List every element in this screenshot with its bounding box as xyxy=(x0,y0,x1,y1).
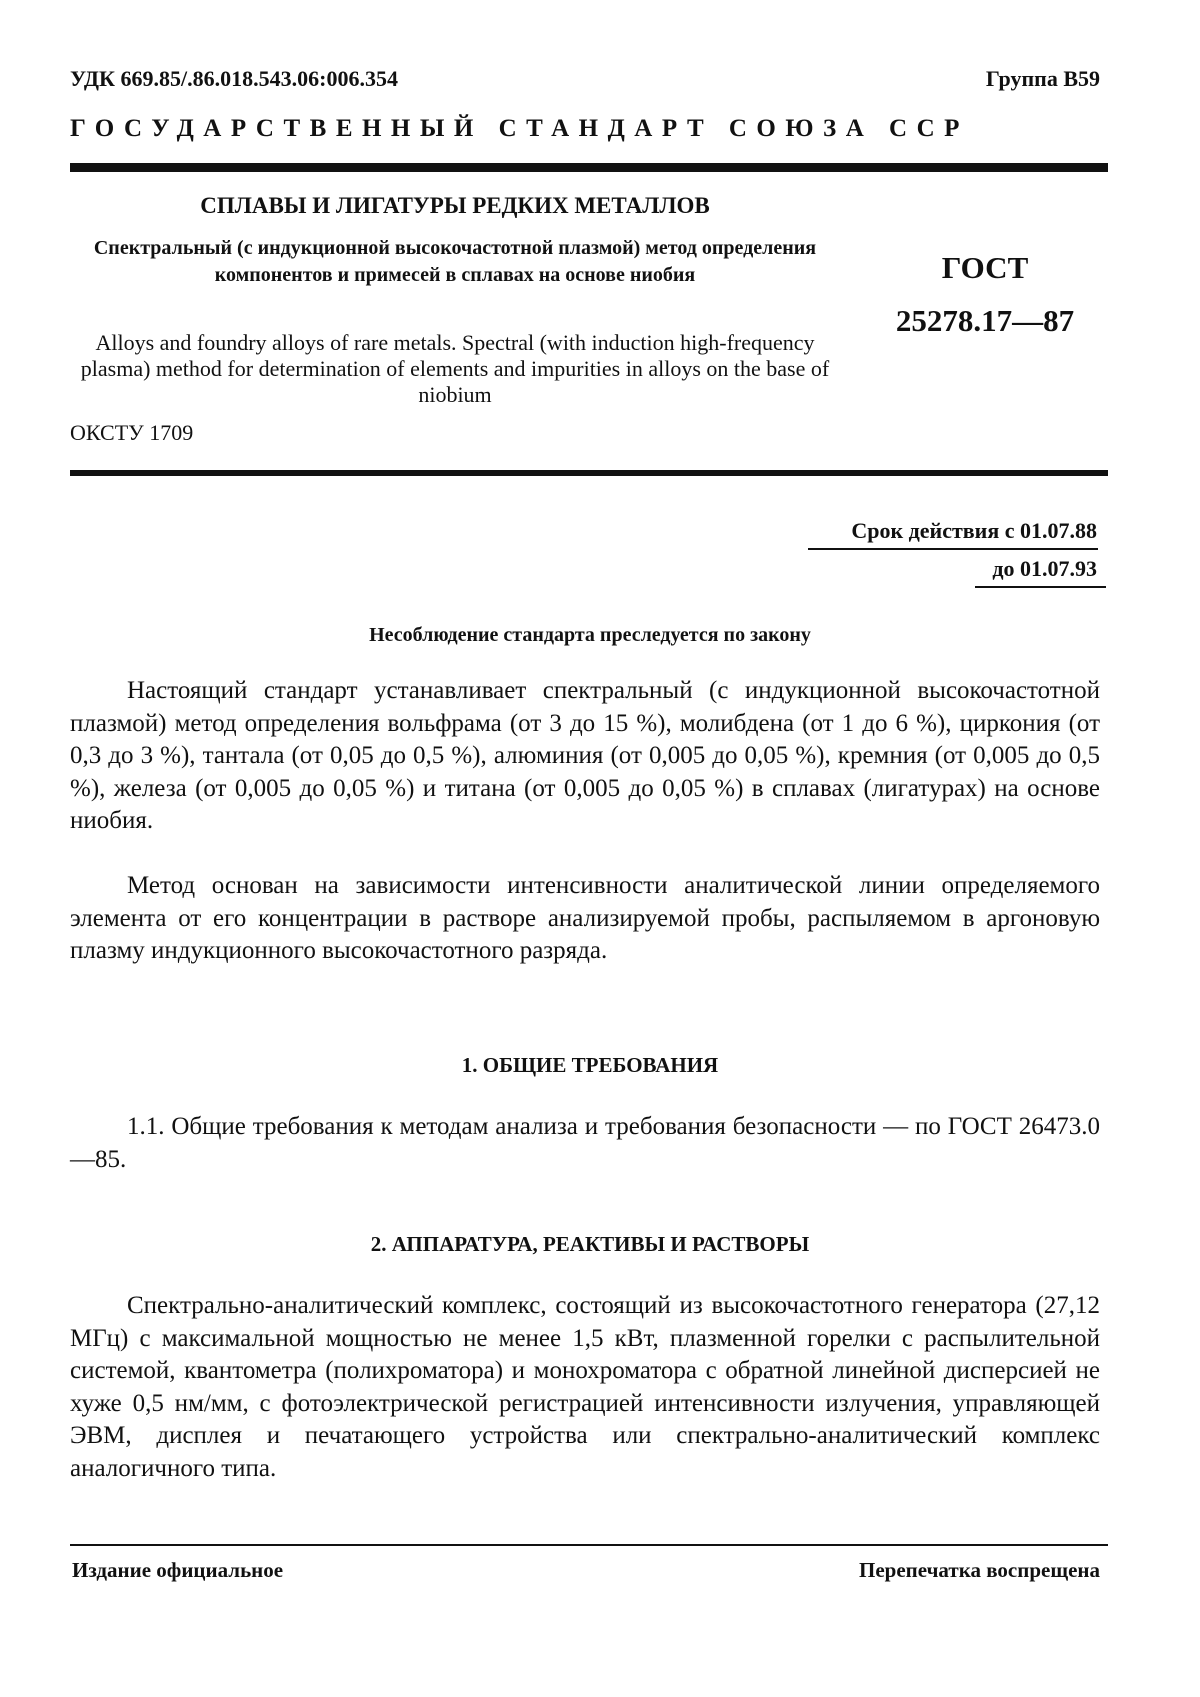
footer-rule xyxy=(70,1544,1108,1546)
header-rule xyxy=(70,163,1108,172)
okstu-code: ОКСТУ 1709 xyxy=(70,420,194,445)
section-2-paragraph: Спектрально-аналитический комплекс, состоящий из высокочастотного генератора (27,12 МГц) с максимальной мощностью не менее 1,5 кВт, плазменной горелки с распылительной системой, квантометра (полихроматора) и монохроматора с обратной линейной дисперсией не хуже 0,5 нм/мм, с фотоэлектрической регистрацией интенсивности излучения, управляющей ЭВМ, дисплея и печатающего устройства или спектрально-аналитический комплекс аналогичного типа. xyxy=(70,1292,1100,1482)
validity-from: Срок действия с 01.07.88 xyxy=(851,518,1097,543)
document-subtitle-ru: Спектральный (с индукционной высокочастотной плазмой) метод определения компонентов и примесей в сплавах на основе ниобия xyxy=(93,237,817,286)
udk-code: УДК 669.85/.86.018.543.06:006.354 xyxy=(70,66,398,91)
intro-paragraph: Настоящий стандарт устанавливает спектральный (с индукционной высокочастотной плазмой) метод определения вольфрама (от 3 до 15 %), молибдена (от 1 до 6 %), циркония (от 0,3 до 3 %), тантала (от 0,05 до 0,5 %), алюминия (от 0,005 до 0,05 %), кремния (от 0,005 до 0,5 %), железа (от 0,005 до 0,05 %) и титана (от 0,005 до 0,05 %) в сплавах (лигатурах) на основе ниобия. xyxy=(70,677,1100,834)
method-paragraph: Метод основан на зависимости интенсивности аналитической линии определяемого элемента от его концентрации в растворе анализируемой пробы, распыляемом в аргоновую плазму индукционного высокочастотного разряда. xyxy=(70,872,1100,964)
gost-label: ГОСТ xyxy=(941,250,1029,285)
section-1-paragraph: 1.1. Общие требования к методам анализа и требования безопасности — по ГОСТ 26473.0—85. xyxy=(70,1113,1100,1173)
gost-number: 25278.17—87 xyxy=(895,303,1075,338)
document-subtitle-en: Alloys and foundry alloys of rare metals. Spectral (with induction high-frequency plasma) method for determination of elements and impurities in alloys on the base of niobium xyxy=(80,330,830,407)
section-2-title: 2. АППАРАТУРА, РЕАКТИВЫ И РАСТВОРЫ xyxy=(370,1232,810,1256)
official-edition-label: Издание официальное xyxy=(72,1558,284,1582)
document-title: СПЛАВЫ И ЛИГАТУРЫ РЕДКИХ МЕТАЛЛОВ xyxy=(200,193,710,218)
validity-underline xyxy=(975,586,1106,588)
section-1-title: 1. ОБЩИЕ ТРЕБОВАНИЯ xyxy=(461,1053,719,1077)
reprint-prohibited-label: Перепечатка воспрещена xyxy=(859,1558,1100,1582)
validity-underline xyxy=(808,548,1098,550)
title-rule xyxy=(70,470,1108,476)
state-standard-heading: ГОСУДАРСТВЕННЫЙ СТАНДАРТ СОЮЗА ССР xyxy=(70,115,969,142)
legal-notice: Несоблюдение стандарта преследуется по закону xyxy=(369,624,811,646)
validity-to: до 01.07.93 xyxy=(992,556,1097,581)
group-code: Группа В59 xyxy=(985,66,1100,91)
